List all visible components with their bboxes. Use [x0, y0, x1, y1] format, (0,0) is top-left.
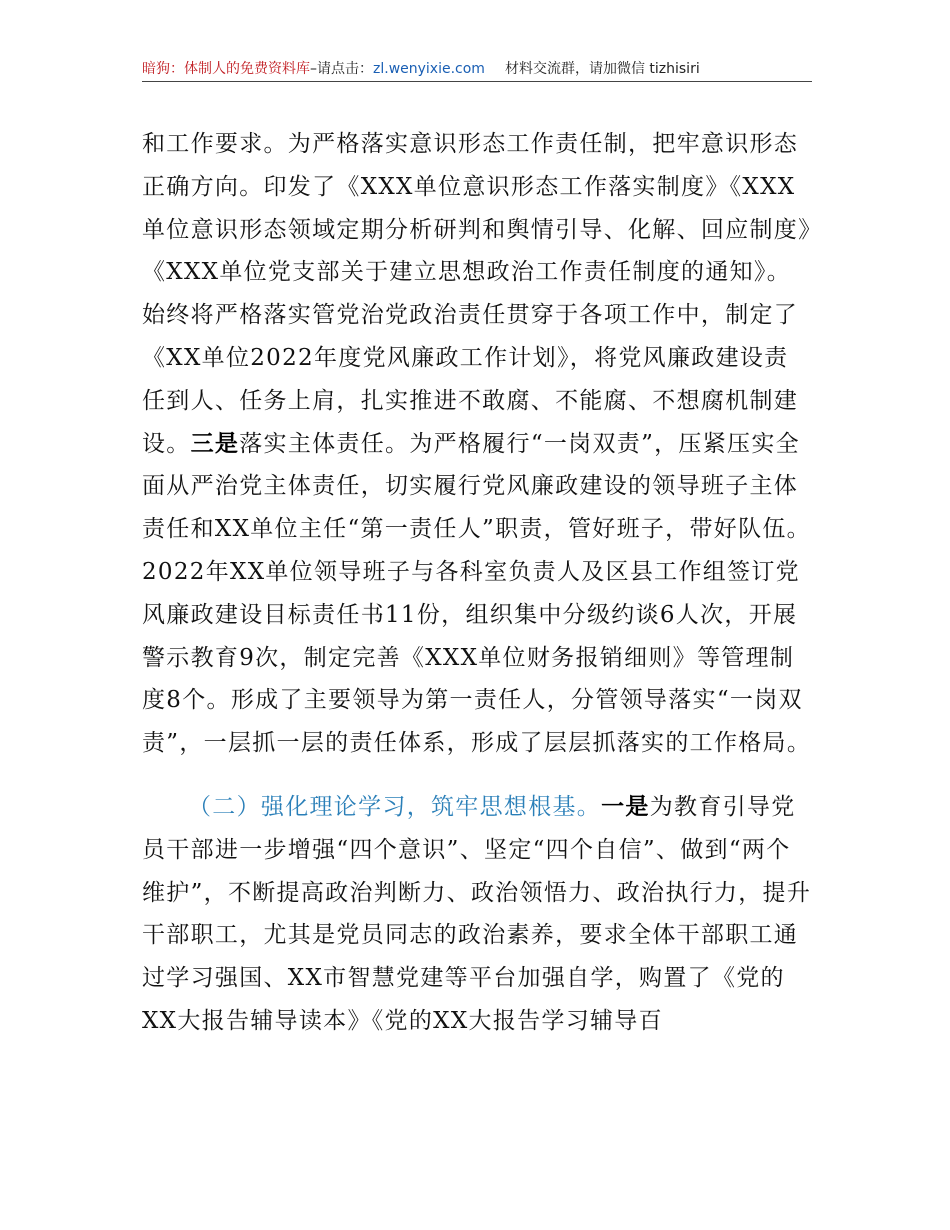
header-url-link[interactable]: zl.wenyixie.com [373, 61, 485, 77]
header-click-prompt: –请点击： [310, 61, 373, 77]
header-site-name: 暗狗：体制人的免费资料库 [142, 61, 310, 77]
paragraph-2-point-one: 一是 [601, 792, 650, 820]
document-body [142, 123, 812, 1043]
paragraph-1-point-three: 三是 [190, 429, 240, 457]
section-heading-2: （二）强化理论学习，筑牢思想根基。 [188, 793, 602, 820]
paragraph-2-text: 为教育引导党员干部进一步增强“四个意识”、坚定“四个自信”、做到“两个维护”，不断提高政治判断力、政治领悟力、政治执行力，提升干部职工，尤其是党员同志的政治素养，要求全体干部职工通过学习强国、XX市智慧党建等平台加强自学，购置了《党的XX大报告辅导读本》《党的XX大报告学习辅导百 [142, 793, 812, 1034]
paragraph-1-text-b: 落实主体责任。为严格履行“一岗双责”，压紧压实全面从严治党主体责任，切实履行党风廉政建设的领导班子主体责任和XX单位主任“第一责任人”职责，管好班子，带好队伍。2022年XX单位领导班子与各科室负责人及区县工作组签订党风廉政建设目标责任书11份，组织集中分级约谈6人次，开展警示教育9次，制定完善《XXX单位财务报销细则》等管理制度8个。形成了主要领导为第一责任人，分管领导落实“一岗双责”，一层抓一层的责任体系，形成了层层抓落实的工作格局。 [142, 430, 812, 757]
paragraph-2 [142, 786, 812, 1043]
paragraph-1 [142, 123, 812, 765]
header-group-note: 材料交流群，请加微信 tizhisiri [504, 61, 700, 77]
page-header [142, 58, 812, 82]
paragraph-1-text-a: 和工作要求。为严格落实意识形态工作责任制，把牢意识形态正确方向。印发了《XXX单位意识形态工作落实制度》《XXX单位意识形态领域定期分析研判和舆情引导、化解、回应制度》《XXX单位党支部关于建立思想政治工作责任制度的通知》。始终将严格落实管党治党政治责任贯穿于各项工作中，制定了《XX单位2022年度党风廉政工作计划》，将党风廉政建设责任到人、任务上肩，扎实推进不敢腐、不能腐、不想腐机制建设。 [142, 131, 811, 457]
